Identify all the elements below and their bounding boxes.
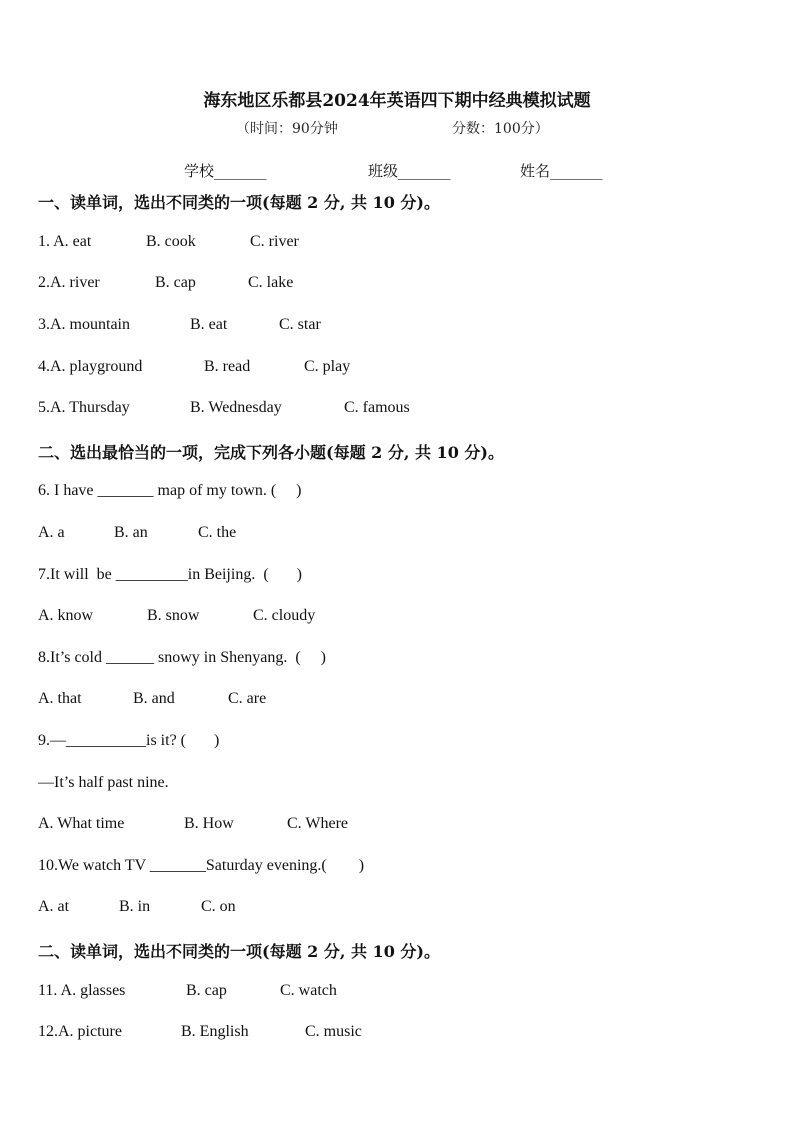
q3-option-c: C. star [279, 316, 321, 333]
q3-option-a: 3.A. mountain [38, 316, 130, 333]
q2-option-a: 2.A. river [38, 274, 100, 291]
q8-stem: 8.It’s cold ______ snowy in Shenyang. ( ) [38, 649, 326, 666]
school-field: 学校_______ [184, 162, 267, 180]
q6-option-b: B. an [114, 524, 148, 541]
q10-stem: 10.We watch TV _______Saturday evening.( ) [38, 857, 365, 874]
q7-option-a: A. know [38, 607, 94, 624]
q12-option-c: C. music [305, 1023, 362, 1040]
q9-option-c: C. Where [287, 815, 349, 832]
q5-option-a: 5.A. Thursday [38, 399, 130, 416]
q8-option-b: B. and [133, 690, 175, 707]
q4-option-c: C. play [304, 358, 351, 375]
q6-option-c: C. the [198, 524, 237, 541]
q2-option-b: B. cap [155, 274, 196, 291]
q1-option-c: C. river [250, 233, 299, 250]
q9-option-b: B. How [184, 815, 234, 832]
q11-option-c: C. watch [280, 982, 337, 999]
q9-option-a: A. What time [38, 815, 125, 832]
page-title: 海东地区乐都县2024年英语四下期中经典模拟试题 [203, 91, 591, 111]
q7-option-c: C. cloudy [253, 607, 316, 624]
q3-option-b: B. eat [190, 316, 228, 333]
q4-option-a: 4.A. playground [38, 358, 143, 375]
q6-option-a: A. a [38, 524, 65, 541]
q4-option-b: B. read [204, 358, 251, 375]
q10-option-c: C. on [201, 898, 236, 915]
section-heading-2: 二、选出最恰当的一项，完成下列各小题(每题 2 分, 共 10 分)。 [38, 443, 504, 462]
q12-option-a: 12.A. picture [38, 1023, 122, 1040]
q10-option-b: B. in [119, 898, 151, 915]
q1-option-b: B. cook [146, 233, 196, 250]
q11-option-a: 11. A. glasses [38, 982, 126, 999]
name-field: 姓名_______ [520, 162, 603, 180]
q12-option-b: B. English [181, 1023, 249, 1040]
q6-stem: 6. I have _______ map of my town. ( ) [38, 482, 302, 499]
q1-option-a: 1. A. eat [38, 233, 92, 250]
q11-option-b: B. cap [186, 982, 227, 999]
section-heading-1: 一、读单词，选出不同类的一项(每题 2 分, 共 10 分)。 [38, 193, 440, 212]
q8-option-a: A. that [38, 690, 82, 707]
q9-stem: 9.—__________is it? ( ) [38, 732, 220, 749]
q2-option-c: C. lake [248, 274, 294, 291]
q10-option-a: A. at [38, 898, 70, 915]
q7-stem: 7.It will be _________in Beijing. ( ) [38, 566, 302, 583]
q5-option-c: C. famous [344, 399, 410, 416]
exam-score: 分数：100分） [452, 121, 549, 137]
class-field: 班级_______ [368, 162, 451, 180]
q7-option-b: B. snow [147, 607, 200, 624]
q9-answer-line: —It’s half past nine. [38, 774, 169, 791]
exam-time: （时间：90分钟 [236, 121, 338, 137]
q5-option-b: B. Wednesday [190, 399, 282, 416]
q8-option-c: C. are [228, 690, 267, 707]
section-heading-3: 二、读单词，选出不同类的一项(每题 2 分, 共 10 分)。 [38, 942, 440, 961]
